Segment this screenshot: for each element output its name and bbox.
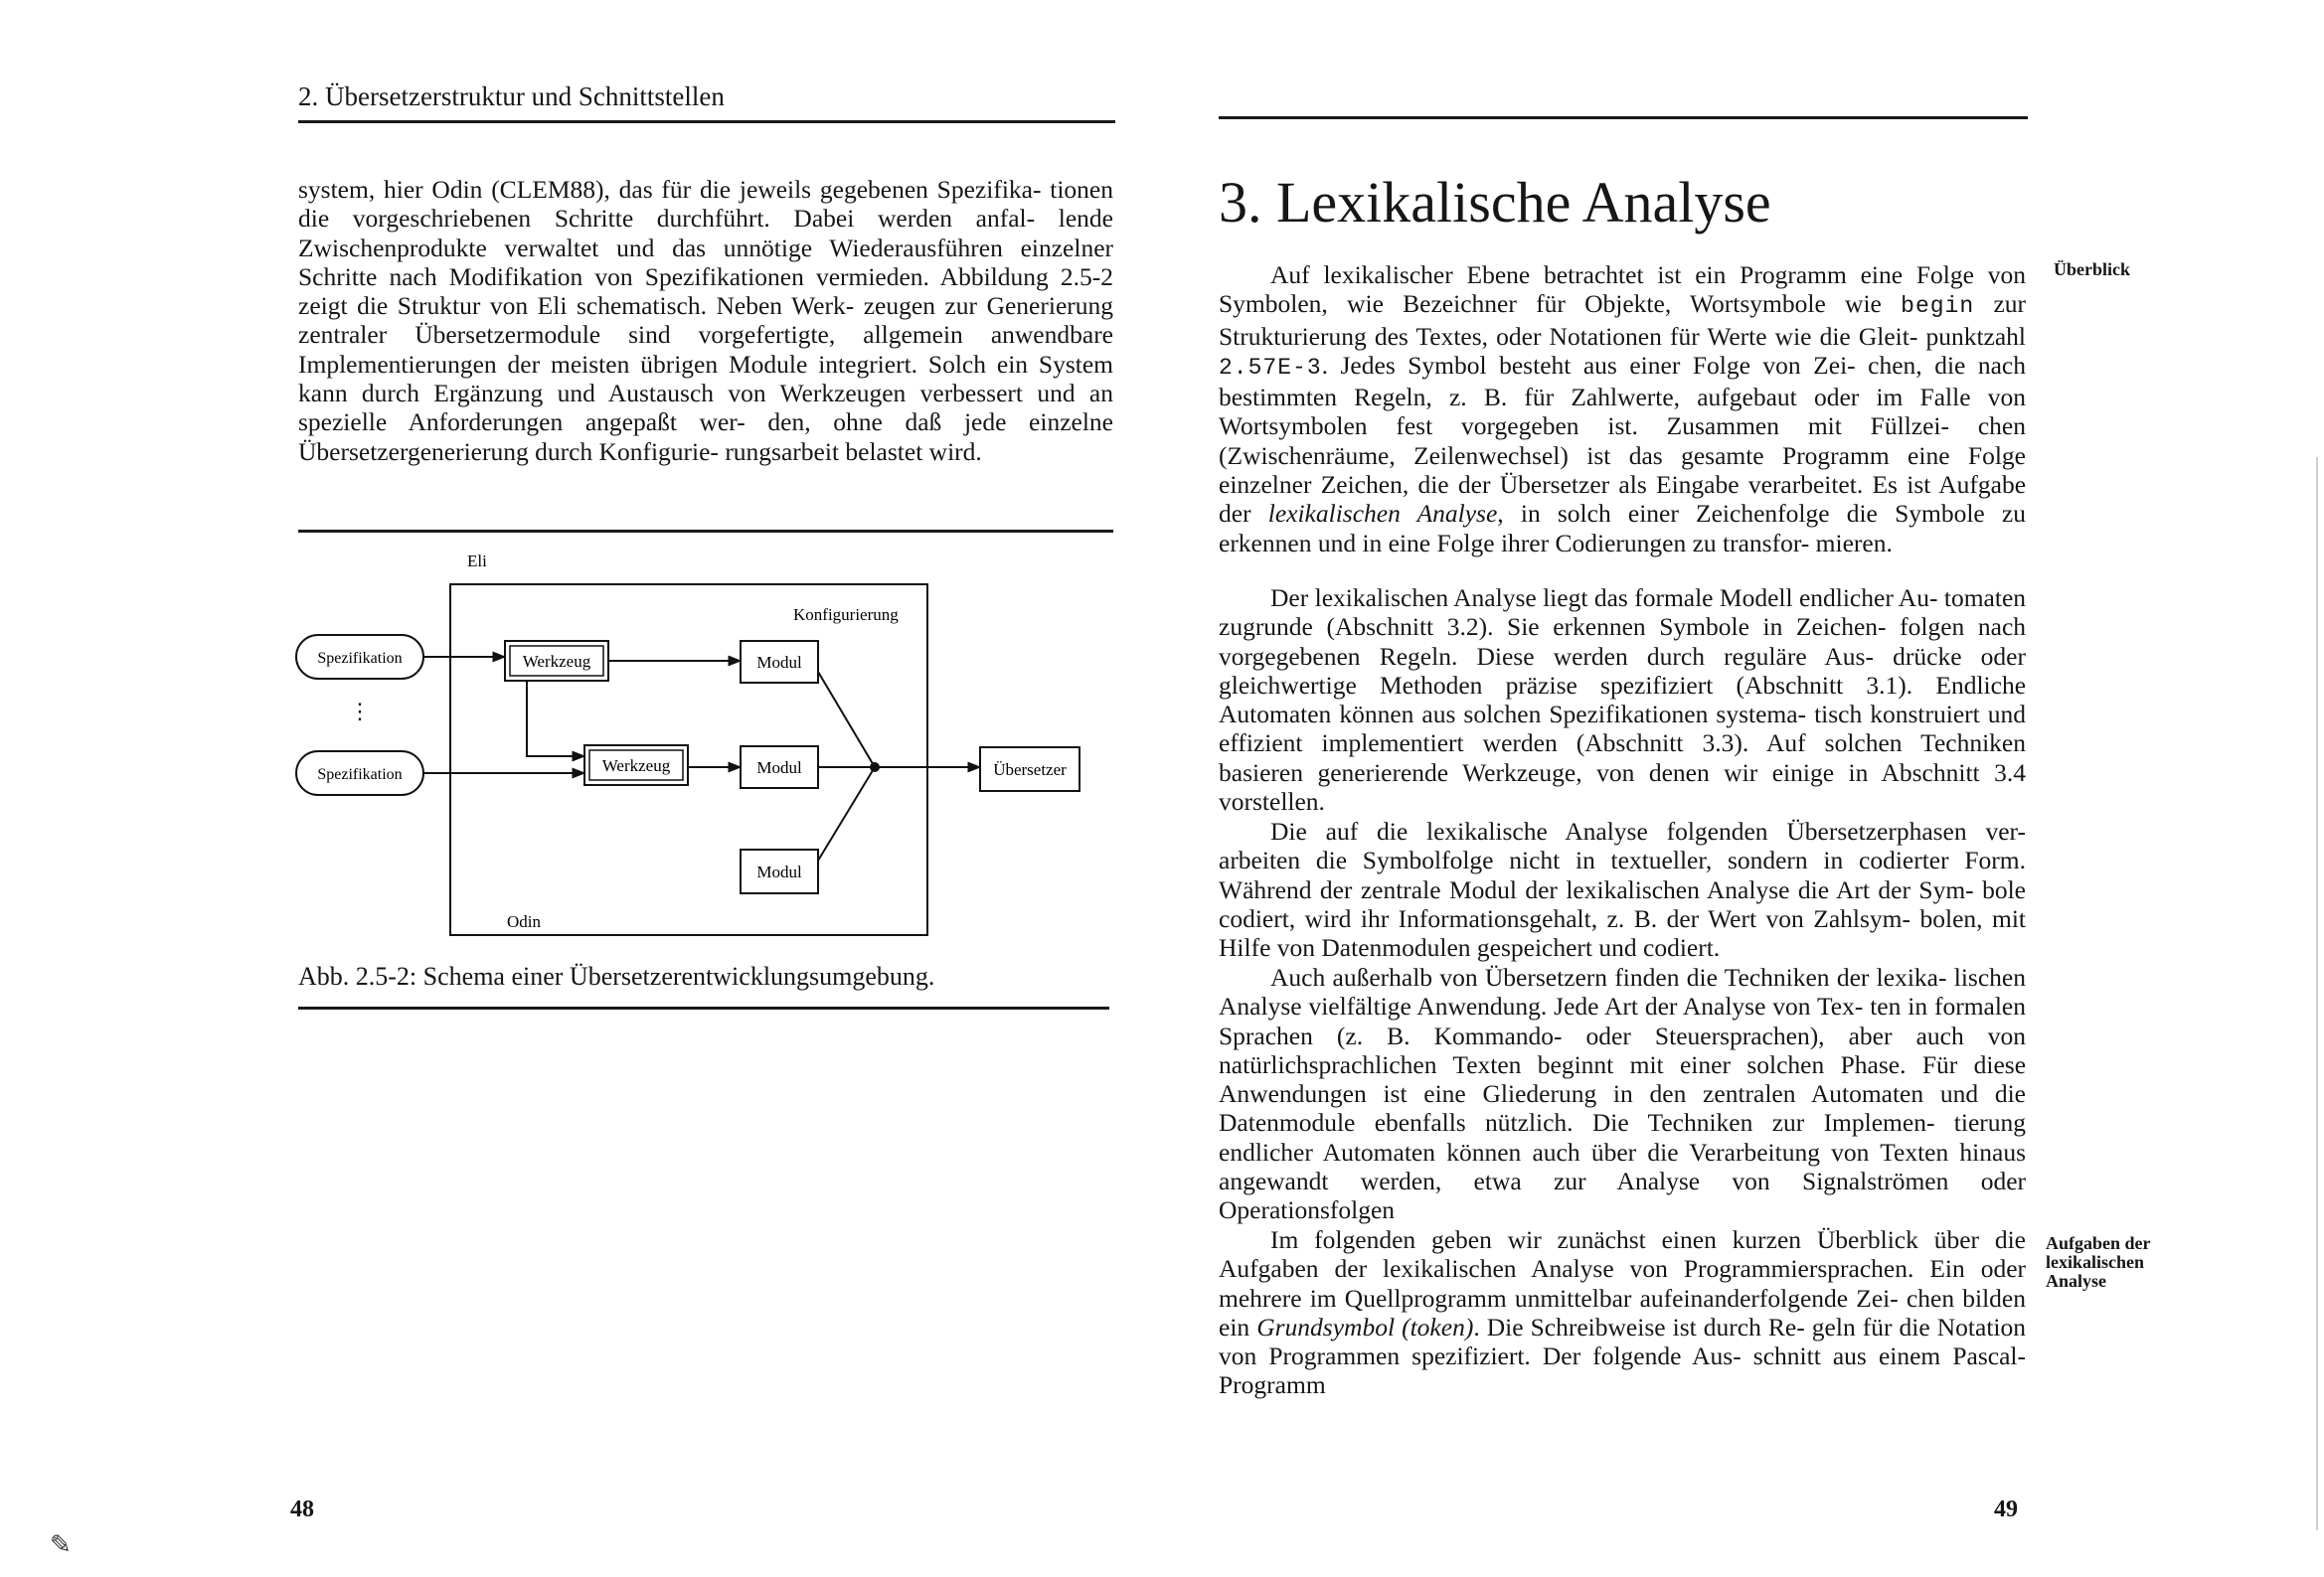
paragraph-3 — [1219, 817, 2026, 962]
p2-line: Auf solchen Techniken basieren generierende Werkzeuge, von denen — [1219, 728, 2026, 787]
p2-line: Der lexikalischen Analyse liegt das formale Modell endlicher Au- — [1270, 583, 1938, 612]
paragraph-2 — [1219, 583, 2026, 816]
margin-note-ueberblick: Überblick — [2054, 259, 2131, 279]
p5-line: Im folgenden geben wir zunächst einen kurzen Überblick über die — [1270, 1225, 2026, 1254]
tool-node-1 — [505, 641, 608, 681]
p1-line: zur Strukturierung des Textes, oder Notationen für Werte wie die Gleit- — [1219, 289, 2026, 351]
body-line: zeugen zur Generierung zentraler Übersetzermodule sind vorgefertigte, — [298, 291, 1114, 350]
output-label: Übersetzer — [993, 760, 1067, 779]
odin-label: Odin — [507, 912, 541, 931]
p1-line: chen, die nach bestimmten Regeln, z. B. für Zahlwerte, aufgebaut oder — [1219, 350, 2026, 412]
spec-label-1: Spezifikation — [317, 650, 403, 667]
p1-line: Symbole zu erkennen und in eine Folge ihrer Codierungen zu transfor- — [1219, 499, 2026, 557]
p5-line: Aufgaben der lexikalischen Analyse von Programmiersprachen. Ein — [1219, 1254, 1965, 1284]
p4-line: tierung endlicher Automaten können auch über die Verarbeitung von — [1219, 1108, 2027, 1167]
p4-line: lischen Analyse vielfältige Anwendung. Jede Art der Analyse von Tex- — [1219, 963, 2026, 1022]
diagram-connectors — [423, 657, 980, 861]
p3-line: arbeiten die Symbolfolge nicht in textueller, sondern in codierter Form. — [1219, 846, 2026, 875]
paragraph-4 — [1219, 963, 2026, 1225]
p3-line: bolen, mit Hilfe von Datenmodulen gespeichert und codiert. — [1219, 903, 2027, 963]
module-label-1: Modul — [756, 653, 802, 672]
junction-dot — [870, 762, 880, 772]
tool-node-2 — [584, 745, 688, 785]
p1-line: mieren. — [1815, 528, 1893, 557]
p2-line: tisch konstruiert und effizient implementiert werden (Abschnitt 3.3). — [1219, 700, 2027, 758]
margin-note-line: Aufgaben der — [2046, 1233, 2151, 1253]
p1-line: , in solch einer Zeichenfolge die — [1497, 499, 1878, 529]
figure-bottom-rule — [298, 1007, 1109, 1010]
figure-top-rule — [298, 530, 1113, 533]
body-line: den, ohne daß jede einzelne Übersetzergenerierung durch Konfigurie- — [298, 407, 1113, 466]
eli-structure-diagram — [288, 545, 1113, 962]
body-line: lende Zwischenprodukte verwaltet und das unnötige Wiederausführen — [298, 204, 1113, 262]
spec-label-2: Spezifikation — [317, 766, 403, 783]
p2-line: drücke oder gleichwertige Methoden präzise spezifiziert (Abschnitt — [1219, 641, 2026, 700]
margin-note-line: Analyse — [2046, 1271, 2107, 1291]
module-node-3 — [741, 850, 818, 893]
p1-line: im Falle von Wortsymbolen fest vorgegeben ist. Zusammen mit Füllzei- — [1219, 383, 2026, 441]
term-lexikalische-analyse: lexikalischen Analyse — [1267, 499, 1498, 529]
p4-line: Für diese Anwendungen ist eine Gliederung in den zentralen Automaten — [1219, 1049, 2027, 1109]
konfigurierung-label: Konfigurierung — [793, 605, 899, 624]
module-label-2: Modul — [756, 758, 802, 777]
p2-line: tomaten zugrunde (Abschnitt 3.2). Sie erkennen Symbole in Zeichen- — [1219, 583, 2027, 642]
page-edge — [2316, 457, 2318, 1530]
body-line: rungsarbeit belastet wird. — [725, 436, 982, 466]
scan-mark: ✎ — [50, 1530, 72, 1559]
margin-note-line: lexikalischen — [2046, 1252, 2145, 1272]
tool-label-2: Werkzeug — [601, 756, 671, 775]
body-line: tionen die vorgeschriebenen Schritte durchführt. Dabei werden anfal- — [298, 175, 1114, 234]
spec-ellipsis: ⋮ — [349, 699, 371, 723]
p3-line: Während der zentrale Modul der lexikalischen Analyse die Art der Sym- — [1219, 874, 1974, 904]
module-node-2 — [741, 746, 818, 788]
left-page-header: 2. Übersetzerstruktur und Schnittstellen — [298, 81, 725, 111]
term-grundsymbol: Grundsymbol (token) — [1256, 1312, 1474, 1341]
left-body-text — [298, 175, 1113, 466]
p4-line: Texten hinaus angewandt werden, etwa zur Analyse von Signalströmen — [1219, 1137, 2027, 1196]
p4-line: oder Operationsfolgen — [1219, 1167, 2026, 1225]
figure-caption: Abb. 2.5-2: Schema einer Übersetzerentwicklungsumgebung. — [298, 962, 935, 991]
p3-line: bole codiert, wird ihr Informationsgehalt, z. B. der Wert von Zahlsym- — [1219, 874, 2026, 933]
p1-line: von Symbolen, wie Bezeichner für Objekte, Wortsymbole wie — [1219, 260, 2026, 319]
p4-line: und die Datenmodule ebenfalls nützlich. Die Techniken zur Implemen- — [1219, 1079, 2026, 1138]
p1-line: chen (Zwischenräume, Zeilenwechsel) ist das gesamte Programm eine — [1219, 411, 2026, 470]
spec-node-1 — [296, 635, 423, 679]
body-line: Abbildung 2.5-2 zeigt die Struktur von Eli schematisch. Neben Werk- — [298, 261, 1114, 321]
eli-label: Eli — [467, 552, 487, 570]
p4-line: auch von natürlichsprachlichen Texten beginnt mit einer solchen Phase. — [1219, 1021, 2027, 1079]
page-number-right: 49 — [1994, 1497, 2018, 1522]
p1-line: punktzahl — [1925, 321, 2027, 351]
p1-line: Auf lexikalischer Ebene betrachtet ist ein Programm eine Folge — [1270, 260, 1974, 289]
p5-line: geln für die Notation von Programmen spezifiziert. Der folgende Aus- — [1219, 1312, 2026, 1371]
p4-line: ten in formalen Sprachen (z. B. Kommando- oder Steuersprachen), aber — [1219, 992, 2027, 1050]
chapter-title: 3. Lexikalische Analyse — [1219, 170, 1771, 235]
module-label-3: Modul — [756, 863, 802, 881]
number-literal: 2.57E-3 — [1219, 354, 1322, 381]
p3-line: Die auf die lexikalische Analyse folgenden Übersetzerphasen ver- — [1270, 817, 2026, 846]
margin-note-aufgaben — [2046, 1234, 2151, 1291]
p4-line: Auch außerhalb von Übersetzern finden die Techniken der lexika- — [1270, 963, 1947, 992]
body-line: allgemein anwendbare Implementierungen der meisten übrigen Module — [298, 320, 1114, 379]
p2-line: wir einige in Abschnitt 3.4 vorstellen. — [1219, 757, 2027, 817]
p1-line: . Jedes Symbol besteht aus einer Folge von Zei- — [1321, 350, 1856, 380]
header-rule-left — [298, 120, 1115, 123]
body-line: integriert. Solch ein System kann durch Ergänzung und Austausch von — [298, 349, 1114, 408]
paragraph-5 — [1219, 1225, 2026, 1400]
p1-line: ist Aufgabe der — [1219, 470, 2027, 529]
p5-line: chen bilden ein — [1219, 1283, 2027, 1341]
body-line: Werkzeugen verbessert und an spezielle Anforderungen angepaßt wer- — [298, 379, 1113, 437]
p2-line: folgen nach vorgegebenen Regeln. Diese werden durch reguläre Aus- — [1219, 612, 2027, 671]
paragraph-1 — [1219, 260, 2026, 557]
module-node-1 — [741, 641, 818, 683]
output-node — [980, 747, 1079, 791]
p1-line: Folge einzelner Zeichen, die der Übersetzer als Eingabe verarbeitet. Es — [1219, 440, 2026, 500]
p5-line: oder mehrere im Quellprogramm unmittelbar aufeinanderfolgende Zei- — [1219, 1254, 2027, 1313]
p5-line: . Die Schreibweise ist durch Re- — [1473, 1312, 1805, 1341]
page-number-left: 48 — [290, 1497, 314, 1522]
header-rule-right — [1219, 116, 2028, 119]
body-line: einzelner Schritte nach Modifikation von Spezifikationen vermieden. — [298, 233, 1114, 291]
body-line: system, hier Odin (CLEM88), das für die jeweils gegebenen Spezifika- — [298, 175, 1042, 204]
p2-line: 3.1). Endliche Automaten können aus solchen Spezifikationen systema- — [1219, 670, 2027, 729]
tool-label-1: Werkzeug — [522, 652, 591, 671]
spec-node-2 — [296, 751, 423, 795]
p5-line: schnitt aus einem Pascal-Programm — [1219, 1341, 2026, 1400]
keyword-begin: begin — [1901, 293, 1975, 320]
